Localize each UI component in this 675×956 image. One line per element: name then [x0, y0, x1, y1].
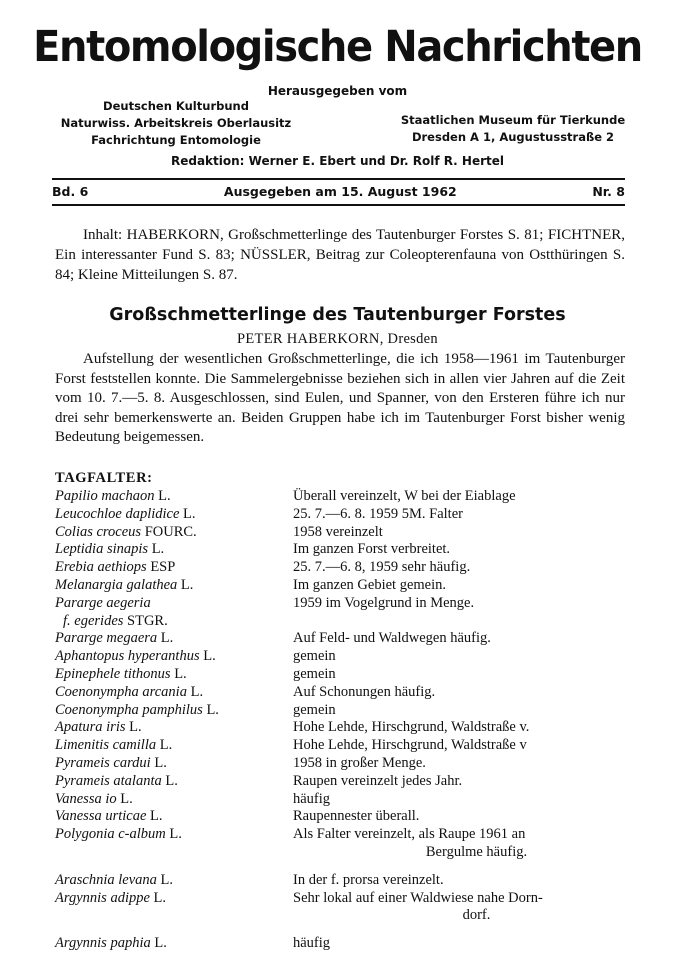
species-binomial: Araschnia levana: [55, 871, 157, 888]
species-row: [55, 890, 630, 926]
species-name: [55, 541, 293, 559]
species-row: [55, 872, 630, 890]
species-name: [55, 488, 293, 506]
species-author: L.: [160, 630, 174, 647]
species-row: [55, 702, 630, 720]
species-author: L.: [206, 701, 219, 718]
species-note-text: 1958 in großer Menge.: [293, 754, 426, 771]
species-note: [293, 826, 630, 862]
species-binomial: Apatura iris: [55, 719, 126, 736]
species-name: [55, 826, 293, 844]
intro-paragraph: Aufstellung der wesentlichen Großschmetterlinge, die ich 1958—1961 im Tautenburger Forst feststellen konnte. Die Sammelergebnisse beziehen sich in allen vier Jahren auf die Zeit vom 10. 7.—5. 8. Ausgeschlossen, sind Eulen, und Spanner, von den Ersteren führe ich nur drei sehr bemerkenswerte an. Beiden Gruppen habe ich im Tautenburger Forst bisher wenig Bedeutung beigemessen.: [55, 351, 625, 445]
species-binomial: Vanessa urticae: [55, 808, 147, 825]
species-binomial: Erebia aethiops: [55, 559, 147, 576]
top-rule: [52, 178, 625, 180]
species-author: ESP: [150, 559, 176, 576]
species-note: [293, 755, 630, 773]
species-row: [55, 613, 630, 631]
species-binomial: Papilio machaon: [55, 488, 155, 504]
species-author: L.: [165, 772, 178, 789]
species-author: L.: [158, 488, 171, 504]
species-note-text: 1959 im Vogelgrund in Menge.: [293, 594, 475, 611]
species-row: [55, 826, 630, 862]
species-row: [55, 773, 630, 791]
species-binomial: Leucochloe daplidice: [55, 505, 180, 522]
species-binomial: Pararge megaera: [55, 630, 158, 647]
species-note: [293, 719, 630, 737]
species-row: [55, 808, 630, 826]
publisher-left: [56, 98, 296, 149]
species-binomial: Coenonympha arcania: [55, 683, 187, 700]
species-name: [55, 506, 293, 524]
species-author: FOURC.: [144, 523, 197, 540]
species-author: L.: [129, 719, 142, 736]
species-name: [55, 773, 293, 791]
species-note-text: In der f. prorsa vereinzelt.: [293, 871, 444, 888]
species-author: L.: [174, 665, 187, 682]
species-row: [55, 755, 630, 773]
species-note: [293, 872, 630, 890]
species-list: [55, 488, 630, 953]
species-author: L.: [154, 935, 167, 952]
volume: Bd. 6: [52, 184, 89, 199]
species-row: [55, 684, 630, 702]
species-name: [55, 791, 293, 809]
publisher-left-line: Deutschen Kulturbund: [103, 99, 249, 113]
species-binomial: Coenonympha pamphilus: [55, 701, 203, 718]
species-name: [55, 872, 293, 890]
article-author: PETER HABERKORN, Dresden: [237, 331, 438, 347]
species-note: [293, 648, 630, 666]
species-note-continuation: Bergulme häufig.: [425, 843, 528, 860]
species-note: [293, 773, 630, 791]
species-note-text: gemein: [293, 648, 336, 665]
species-name: [55, 684, 293, 702]
species-name: [55, 808, 293, 826]
species-note-text: 25. 7.—6. 8, 1959 sehr häufig.: [293, 559, 471, 576]
species-binomial: Vanessa io: [55, 790, 117, 807]
species-author: L.: [203, 648, 216, 665]
species-binomial: Melanargia galathea: [55, 576, 178, 593]
species-row: [55, 524, 630, 542]
species-row: [55, 488, 630, 506]
species-note-text: Überall vereinzelt, W bei der Eiablage: [293, 488, 516, 504]
species-name: [55, 630, 293, 648]
species-note: [293, 630, 630, 648]
species-note-text: häufig: [293, 790, 331, 807]
species-note-text: Sehr lokal auf einer Waldwiese nahe Dorn-: [293, 889, 543, 906]
species-author: L.: [169, 826, 182, 843]
editors: Redaktion: Werner E. Ebert und Dr. Rolf R. Hertel: [170, 154, 505, 168]
species-binomial: Leptidia sinapis: [55, 541, 149, 558]
species-binomial: Pyrameis atalanta: [55, 772, 162, 789]
issue-bar: [52, 184, 625, 199]
species-note-text: Hohe Lehde, Hirschgrund, Waldstraße v: [293, 737, 527, 754]
species-author: L.: [190, 683, 204, 700]
species-binomial: Argynnis adippe: [55, 889, 150, 906]
species-note: [293, 559, 630, 577]
species-name: [55, 755, 293, 773]
species-note-text: Auf Schonungen häufig.: [293, 683, 436, 700]
row-spacer: [55, 925, 630, 935]
species-name: [55, 737, 293, 755]
species-note-text: gemein: [293, 701, 336, 718]
species-binomial: Epinephele tithonus: [55, 665, 171, 682]
species-note: [293, 541, 630, 559]
species-note: [293, 808, 630, 826]
species-note: [293, 577, 630, 595]
published-by-label: Herausgegeben vom: [267, 84, 408, 98]
table-of-contents: Inhalt: HABERKORN, Großschmetterlinge des Tautenburger Forstes S. 81; FICHTNER, Ein interessanter Fund S. 83; NÜSSLER, Beitrag zur Coleopterenfauna von Ostthüringen S. 84; Kleine Mitteilungen S. 87.: [55, 227, 625, 283]
species-name: [55, 524, 293, 542]
species-author: L.: [154, 754, 167, 771]
row-spacer: [55, 862, 630, 872]
species-binomial: Aphantopus hyperanthus: [55, 648, 200, 665]
species-name: [55, 613, 301, 631]
species-name: [55, 702, 293, 720]
species-note: [293, 935, 630, 953]
species-name: [55, 935, 293, 953]
species-author: STGR.: [127, 612, 168, 629]
species-row: [55, 541, 630, 559]
species-note: [293, 791, 630, 809]
species-author: L.: [153, 889, 167, 906]
species-note-text: gemein: [293, 665, 336, 682]
species-note: [293, 524, 630, 542]
issue-number: Nr. 8: [592, 184, 625, 199]
species-note: [293, 890, 630, 926]
species-note-continuation: dorf.: [462, 907, 491, 924]
section-heading: TAGFALTER:: [55, 470, 153, 486]
species-row: [55, 791, 630, 809]
species-name: [55, 595, 293, 613]
species-note: [293, 702, 630, 720]
species-row: [55, 630, 630, 648]
species-row: [55, 935, 630, 953]
publisher-right-line: Dresden A 1, Augustusstraße 2: [411, 130, 615, 144]
species-name: [55, 719, 293, 737]
species-author: L.: [159, 737, 173, 754]
issue-date: Ausgegeben am 15. August 1962: [223, 184, 457, 199]
species-note: [293, 506, 630, 524]
publisher-left-line: Fachrichtung Entomologie: [91, 133, 261, 147]
species-binomial: f. egerides: [63, 612, 124, 629]
species-name: [55, 559, 293, 577]
species-binomial: Colias croceus: [55, 523, 142, 540]
species-name: [55, 577, 293, 595]
species-binomial: Pyrameis cardui: [55, 754, 151, 771]
species-note-text: Im ganzen Gebiet gemein.: [293, 576, 446, 593]
species-author: L.: [180, 576, 194, 593]
species-row: [55, 577, 630, 595]
species-name: [55, 666, 293, 684]
species-note-text: Auf Feld- und Waldwegen häufig.: [293, 630, 491, 647]
publisher-right-line: Staatlichen Museum für Tierkunde: [400, 113, 626, 127]
species-row: [55, 506, 630, 524]
article-title: Großschmetterlinge des Tautenburger Forstes: [109, 305, 566, 325]
species-author: L.: [160, 871, 173, 888]
species-author: L.: [150, 808, 163, 825]
species-note-text: 25. 7.—6. 8. 1959 5M. Falter: [293, 505, 463, 522]
species-note: [293, 488, 630, 506]
species-row: [55, 719, 630, 737]
species-note-text: Hohe Lehde, Hirschgrund, Waldstraße v.: [293, 719, 530, 736]
species-note: [293, 737, 630, 755]
species-note-text: Als Falter vereinzelt, als Raupe 1961 an: [293, 826, 526, 843]
species-name: [55, 890, 293, 908]
species-binomial: Pararge aegeria: [55, 594, 151, 611]
species-row: [55, 648, 630, 666]
species-name: [55, 648, 293, 666]
species-author: L.: [183, 505, 196, 522]
publisher-left-line: Naturwiss. Arbeitskreis Oberlausitz: [60, 116, 292, 130]
species-note-text: Im ganzen Forst verbreitet.: [293, 541, 451, 558]
species-note-text: Raupennester überall.: [293, 808, 420, 825]
species-note: [293, 684, 630, 702]
species-row: [55, 666, 630, 684]
species-row: [55, 559, 630, 577]
species-note-text: häufig: [293, 935, 331, 952]
species-author: L.: [151, 541, 165, 558]
bottom-rule: [52, 204, 625, 206]
species-author: L.: [120, 790, 133, 807]
publisher-right: [398, 112, 628, 146]
species-binomial: Polygonia c-album: [55, 826, 166, 843]
species-row: [55, 737, 630, 755]
species-note-text: 1958 vereinzelt: [293, 523, 383, 540]
species-note: [293, 595, 630, 613]
species-row: [55, 595, 630, 613]
journal-title: Entomologische Nachrichten: [33, 22, 642, 72]
species-binomial: Limenitis camilla: [55, 737, 157, 754]
species-note: [293, 666, 630, 684]
species-note-text: Raupen vereinzelt jedes Jahr.: [293, 772, 463, 789]
species-binomial: Argynnis paphia: [55, 935, 151, 952]
